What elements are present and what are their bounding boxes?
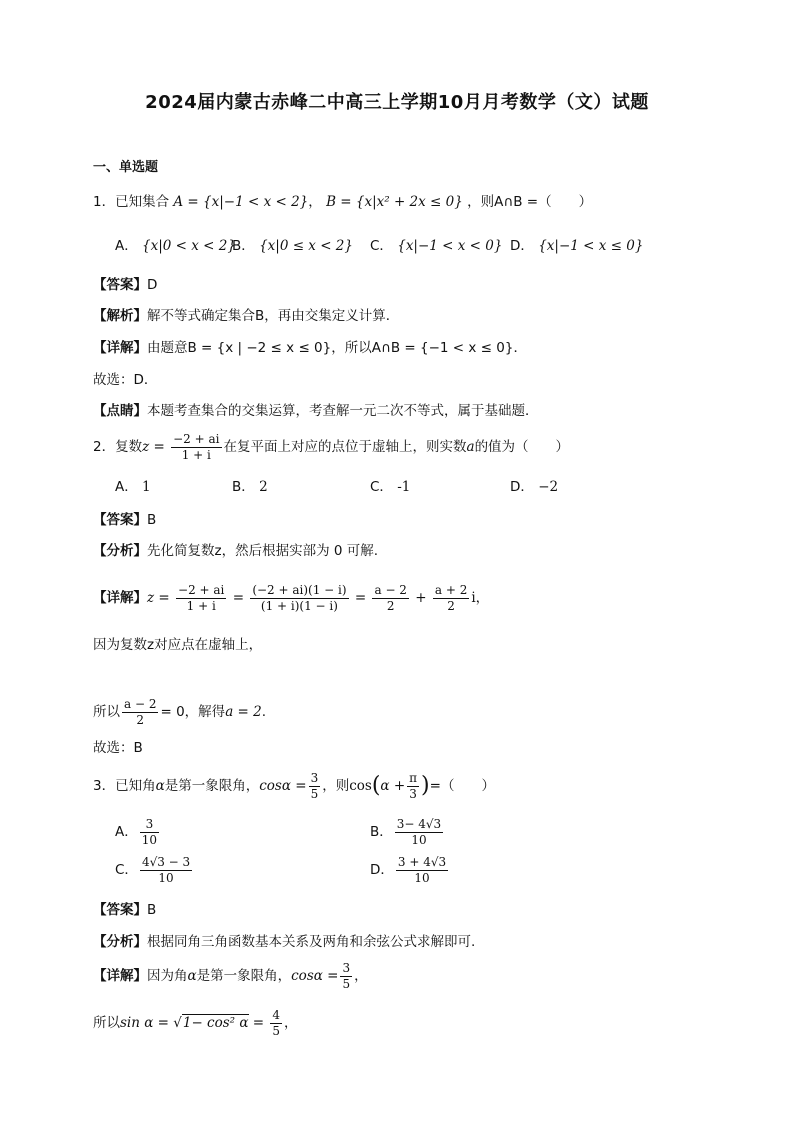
q2-detail-frac4-den: 2 [447,598,455,613]
q3-stem-mid: 是第一象限角， [164,778,260,794]
q1-option-c-text: {x|−1 < x < 0} [397,238,503,254]
q3-option-d-label: D． [370,862,394,878]
q3-sin-frac-num: 4 [272,1007,281,1022]
q3-option-b-num: 3− 4√3 [396,816,442,831]
q1-option-c-label: C． [370,238,393,254]
q1-option-a [115,236,236,256]
q2-option-c-label: C． [370,479,393,495]
q3-option-d [370,852,450,888]
q3-answer-value: B [147,902,157,918]
q2-option-d-text: −2 [538,479,559,495]
q2-fraction-num: −2 + ai [173,431,220,446]
q1-answer-value: D [147,277,158,293]
q2-option-d [510,477,558,497]
q1-stem-prefix: 1．已知集合 [93,194,170,210]
q1-option-a-label: A． [115,238,138,254]
q3-analysis-tag: 【分析】 [93,934,147,950]
q3-option-a-num: 3 [140,817,159,833]
q2-detail [93,580,489,616]
q3-cos-frac-den: 5 [310,786,319,801]
q3-cos-frac-num: 3 [310,770,319,785]
q2-analysis [93,541,378,561]
q2-detail-frac4 [433,583,469,614]
q1-option-d-label: D． [510,238,534,254]
q2-option-d-label: D． [510,479,534,495]
q3-cos2-label: cos [349,778,372,794]
q3-option-a-label: A． [115,824,138,840]
q3-ask: =（ ） [429,778,495,794]
q2-stem-prefix: 2．复数 [93,439,143,455]
q2-detail-frac3-num: a − 2 [374,582,407,597]
q1-comment [93,401,539,421]
q1-option-b [232,236,353,256]
q2-answer [93,510,156,530]
q3-option-d-num: 3 + 4√3 [397,854,447,869]
q2-so-frac-den: 2 [136,712,145,727]
q3-alpha: α [155,778,165,794]
q3-detail-end: ， [354,968,368,984]
q1-answer-tag: 【答案】 [93,277,147,293]
q2-detail-frac3 [372,583,408,614]
q3-sin-frac [270,1008,282,1039]
q3-analysis-text: 根据同角三角函数基本关系及两角和余弦公式求解即可. [147,934,476,950]
q2-eq-sign: = [153,439,165,455]
q2-detail-frac1 [176,583,226,614]
q1-option-d-text: {x|−1 < x ≤ 0} [538,238,644,254]
q2-detail-z: z [147,590,155,606]
q1-set-a: A = {x|−1 < x < 2} [173,194,309,210]
q2-stem-suffix: 在复平面上对应的点位于虚轴上，则实数 [223,439,467,455]
q2-z-var: z [142,439,150,455]
q2-detail-frac3-den: 2 [386,598,395,613]
q1-detail [93,338,527,358]
q2-so-prefix: 所以 [93,704,120,720]
q2-so-frac [122,697,158,728]
q1-detail-tag: 【详解】 [93,340,147,356]
q3-cos-frac [309,771,321,802]
q3-option-a-frac [140,817,159,848]
q1-detail-text: 由题意B = {x | −2 ≤ x ≤ 0}，所以A∩B = {−1 < x ≤ 0}． [147,340,527,356]
q3-option-d-frac [396,855,448,886]
q2-so [93,694,266,730]
q3-paren-left: ( [371,773,381,798]
q3-detail-cos: cosα = [291,968,339,984]
q3-cos-label: cosα = [259,778,307,794]
q3-option-b-frac [395,817,443,848]
q3-answer-tag: 【答案】 [93,902,147,918]
q3-sqrt-eq: = [252,1015,265,1031]
q3-detail-frac-den: 5 [342,976,351,991]
q3-detail-mid: 是第一象限角， [196,968,292,984]
q3-paren-right: ) [421,773,430,798]
q1-choice: 故选：D． [93,372,158,388]
q3-then: ，则 [322,778,350,794]
q3-pi-frac-num: π [409,770,418,785]
q3-detail-tag: 【详解】 [93,968,147,984]
q3-sqrt-body: 1− cos² α [182,1015,249,1031]
q1-option-d [510,236,643,256]
q1-comment-tag: 【点睛】 [93,403,147,419]
q3-option-c-label: C． [115,862,138,878]
q2-stem-end: 的值为（ ） [474,439,570,455]
q2-detail-tag: 【详解】 [93,590,147,606]
q3-option-c-frac [140,855,192,886]
q2-detail-plus: + [415,590,427,606]
q2-detail-eq2: = [232,590,245,606]
q2-option-b [232,477,268,497]
q2-option-a-label: A． [115,479,138,495]
q3-sin-frac-den: 5 [272,1023,281,1038]
q3-option-b [370,814,445,850]
q3-option-c [115,852,194,888]
q2-analysis-text: 先化简复数z，然后根据实部为 0 可解. [147,543,379,559]
q2-option-b-text: 2 [259,479,268,495]
q2-option-c [370,477,410,497]
q2-answer-value: B [147,512,157,528]
q1-option-a-text: {x|0 < x < 2} [142,238,236,254]
q3-option-d-den: 10 [414,870,430,885]
q3-detail-frac [340,961,352,992]
q1-option-c [370,236,502,256]
q3-sin-expr: sin α = [120,1015,169,1031]
q3-pi-frac [407,771,419,802]
q3-detail-alpha: α [187,968,197,984]
q2-analysis-tag: 【分析】 [93,543,147,559]
q3-stem [93,767,495,805]
q2-option-c-text: -1 [397,479,411,495]
q3-answer [93,900,156,920]
q2-so-end: . [261,704,267,720]
section-heading: 一、单选题 [93,160,159,175]
q2-detail-frac2-den: (1 + i)(1 − i) [260,598,338,613]
q2-fraction [171,432,221,463]
q3-option-b-label: B． [370,824,393,840]
q2-detail-i-tail: i， [471,590,490,606]
q3-sqrt: √1− cos² α [173,1015,249,1031]
q3-detail-prefix: 因为角 [147,968,188,984]
q1-stem: 1．已知集合 A = {x|−1 < x < 2}， B = {x|x² + 2x ≤ 0} ，则A∩B =（ ） [93,194,593,210]
q3-stem-prefix: 3．已知角 [93,778,156,794]
q1-ask: ，则A∩B =（ ） [467,194,593,210]
q3-analysis [93,932,475,952]
q3-pi-frac-den: 3 [409,786,417,801]
q1-set-b: B = {x|x² + 2x ≤ 0} [326,194,463,210]
page-title: 2024届内蒙古赤峰二中高三上学期10月月考数学（文）试题 [145,92,649,113]
q3-option-a [115,814,161,850]
q2-choice: 故选：B [93,740,143,756]
q2-detail-frac4-num: a + 2 [434,582,468,597]
q1-analysis [93,306,399,326]
q2-fraction-den: 1 + i [181,447,211,462]
q3-sin-end: ， [284,1015,298,1031]
q3-so-prefix: 所以 [93,1015,120,1031]
q3-sin-line [93,1005,298,1041]
q1-analysis-tag: 【解析】 [93,308,147,324]
q2-detail-frac2 [250,583,348,614]
q2-detail-eq1: = [158,590,170,606]
q2-answer-tag: 【答案】 [93,512,147,528]
q3-detail [93,958,368,994]
q2-option-a-text: 1 [142,479,151,495]
q2-option-a [115,477,151,497]
q2-detail-frac1-den: 1 + i [186,598,216,613]
q3-detail-frac-num: 3 [342,960,351,975]
q1-option-b-label: B． [232,238,255,254]
q2-stem [93,429,569,465]
q2-option-b-label: B． [232,479,255,495]
q2-so-result: a = 2 [225,704,262,720]
q1-comment-text: 本题考查集合的交集运算，考查解一元二次不等式，属于基础题． [147,403,539,419]
q1-option-b-text: {x|0 ≤ x < 2} [259,238,353,254]
q2-so-frac-num: a − 2 [124,696,157,711]
q3-option-a-den: 10 [141,832,158,847]
q3-option-c-den: 10 [158,870,174,885]
q2-a-var: a [466,439,475,455]
q3-option-c-num: 4√3 − 3 [141,854,191,869]
q1-answer [93,275,157,295]
q3-inner: α + [380,778,406,794]
q2-detail-eq3: = [354,590,367,606]
q3-option-b-den: 10 [411,832,427,847]
q2-because: 因为复数z对应点在虚轴上， [93,637,263,653]
q1-analysis-text: 解不等式确定集合B，再由交集定义计算． [147,308,400,324]
q2-so-mid: = 0，解得 [160,704,226,720]
q2-detail-frac2-num: (−2 + ai)(1 − i) [252,582,347,597]
q2-detail-frac1-num: −2 + ai [178,582,225,597]
